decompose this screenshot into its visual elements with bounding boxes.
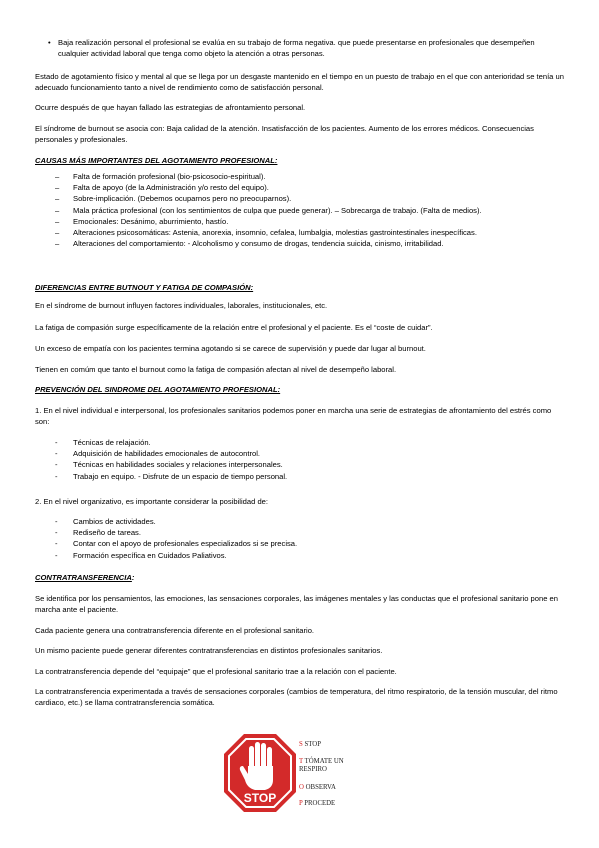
list-item-text: Cambios de actividades. [73, 517, 156, 526]
heading-prevencion: PREVENCIÓN DEL SINDROME DEL AGOTAMIENTO PROFESIONAL: [35, 385, 281, 394]
paragraph-contra-3: Un mismo paciente puede generar diferentes contratransferencias en distintos profesionales sanitarios. [35, 646, 383, 655]
list-item [35, 471, 575, 482]
stop-sign-image [222, 730, 362, 816]
paragraph-prevencion-nivel-organizativo: 2. En el nivel organizativo, es importante considerar la posibilidad de: [35, 497, 269, 506]
list-item [35, 171, 575, 182]
paragraph-contra-4: La contratransferencia depende del “equipaje” que el profesional sanitario trae a la relación con el paciente. [35, 667, 397, 676]
dash-marker: - [55, 539, 58, 549]
list-item [35, 182, 575, 193]
list-item-text: Técnicas de relajación. [73, 438, 151, 447]
acronym-text: OBSERVA [303, 784, 336, 791]
dash-marker: - [55, 517, 58, 526]
list-item [35, 238, 575, 249]
list-item-text: Adquisición de habilidades emocionales de autocontrol. [73, 449, 261, 459]
dash-marker: - [55, 438, 58, 447]
list-item-text: Falta de formación profesional (bio-psicosocio-espiritual). [73, 172, 266, 181]
paragraph-ocurre-despues: Ocurre después de que hayan fallado las estrategias de afrontamiento personal. [35, 103, 306, 112]
dash-marker: - [55, 449, 58, 459]
list-prevencion-individual [35, 437, 575, 482]
list-prevencion-organizativo [35, 516, 575, 561]
list-item-text: Emocionales: Desánimo, aburrimiento, hastío. [73, 216, 229, 226]
dash-marker: – [55, 239, 60, 249]
acronym-line-s [299, 741, 321, 749]
list-item [35, 437, 575, 448]
bullet-text: Baja realización personal el profesional se evalúa en su trabajo de forma negativa. que puede presentarse en profesionales que desempeñen cualquier actividad laboral que tenga como objeto la atención a otras personas. [58, 38, 535, 59]
acronym-letter: T [299, 758, 304, 765]
dash-marker: - [55, 460, 58, 470]
acronym-letter: S [299, 741, 303, 748]
paragraph-diferencias-3: Un exceso de empatía con los pacientes termina agotando si se carece de supervisión y puede dar lugar al burnout. [35, 344, 426, 353]
list-item-text: Alteraciones psicosomáticas: Astenia, anorexia, insomnio, cefalea, lumbalgia, molestias gastrointestinales inespecíficas. [73, 228, 477, 238]
stop-sign-icon [222, 730, 298, 816]
list-item-text: Formación específica en Cuidados Paliativos. [73, 550, 227, 560]
paragraph-diferencias-1: En el síndrome de burnout influyen factores individuales, laborales, institucionales, etc. [35, 301, 328, 310]
list-item [35, 448, 575, 459]
list-item-text: Falta de apoyo (de la Administración y/o resto del equipo). [73, 183, 269, 193]
heading-colon: : [131, 573, 135, 582]
bullet-item-baja-realizacion [48, 37, 558, 59]
list-item [35, 516, 575, 527]
paragraph-diferencias-2: La fatiga de compasión surge específicamente de la relación entre el profesional y el paciente. Es el “coste de cuidar”. [35, 323, 433, 332]
list-item-text: Contar con el apoyo de profesionales especializados si se precisa. [73, 539, 298, 549]
paragraph-diferencias-4: Tienen en comúm que tanto el burnout como la fatiga de compasión afectan al nivel de desempeño laboral. [35, 365, 397, 374]
acronym-letter: P [299, 800, 303, 807]
dash-marker: – [55, 183, 60, 193]
list-item [35, 205, 575, 216]
acronym-text: TÓMATE UN RESPIRO [299, 758, 344, 773]
list-item [35, 527, 575, 538]
dash-marker: - [55, 471, 58, 481]
acronym-text: PROCEDE [302, 800, 336, 807]
paragraph-contra-2: Cada paciente genera una contratransferencia diferente en el profesional sanitario. [35, 626, 315, 635]
acronym-line-p [299, 800, 335, 808]
dash-marker: – [55, 205, 60, 215]
list-item [35, 216, 575, 227]
paragraph-estado-agotamiento: Estado de agotamiento físico y mental al que se llega por un desgaste mantenido en el tiempo en un puesto de trabajo en el que con anterioridad se tenía un adecuado funcionamiento tanto a nivel de rendimiento como de satisfacción personal. [35, 72, 564, 93]
list-causas [35, 171, 575, 249]
paragraph-prevencion-nivel-individual: 1. En el nivel individual e interpersonal, los profesionales sanitarios podemos poner en marcha una serie de estrategias de afrontamiento del estrés como son: [35, 406, 552, 427]
paragraph-sindrome-asocia: El síndrome de burnout se asocia con: Baja calidad de la atención. Insatisfacción de los pacientes. Aumento de los errores médicos. Consecuencias personales y profesionales. [35, 124, 534, 145]
list-item [35, 227, 575, 238]
dash-marker: – [55, 216, 60, 226]
list-item-text: Trabajo en equipo. - Disfrute de un espacio de tiempo personal. [73, 471, 288, 481]
dash-marker: – [55, 172, 60, 181]
paragraph-contra-1: Se identifica por los pensamientos, las emociones, las sensaciones corporales, las imágenes mentales y las conductas que el profesional sanitario pone en marcha ante el paciente. [35, 594, 559, 615]
list-item [35, 538, 575, 549]
acronym-letter: O [299, 784, 304, 791]
bullet-marker: • [48, 38, 51, 47]
dash-marker: - [55, 550, 58, 560]
acronym-text: STOP [302, 741, 321, 748]
list-item-text: Técnicas en habilidades sociales y relaciones interpersonales. [73, 460, 283, 470]
list-item-text: Alteraciones del comportamiento: - Alcoholismo y consumo de drogas, tendencia suicida, cinismo, irritabilidad. [73, 239, 444, 249]
list-item [35, 550, 575, 561]
list-item-text: Sobre-implicación. (Debemos ocuparnos pero no preocuparnos). [73, 194, 292, 204]
list-item-text: Rediseño de tareas. [73, 528, 141, 538]
list-item-text: Mala práctica profesional (con los sentimientos de culpa que puede generar). – Sobrecarga de trabajo. (Falta de medios). [73, 205, 482, 215]
acronym-line-o [299, 784, 336, 792]
dash-marker: – [55, 228, 60, 238]
acronym-line-t [299, 758, 359, 774]
dash-marker: – [55, 194, 60, 204]
heading-contratransferencia [35, 573, 134, 582]
heading-causas: CAUSAS MÁS IMPORTANTES DEL AGOTAMIENTO PROFESIONAL: [35, 156, 278, 165]
list-item [35, 193, 575, 204]
list-item [35, 459, 575, 470]
stop-sign-text: STOP [243, 791, 277, 805]
heading-diferencias: DIFERENCIAS ENTRE BUTNOUT Y FATIGA DE COMPASIÓN: [35, 283, 254, 292]
heading-text: CONTRATRANSFERENCIA [35, 573, 132, 582]
paragraph-contra-5: La contratransferencia experimentada a través de sensaciones corporales (cambios de temperatura, del ritmo respiratorio, de la tensión muscular, del ritmo cardiaco, etc.) se llama contratransferencia somática. [35, 687, 558, 708]
dash-marker: - [55, 528, 58, 538]
